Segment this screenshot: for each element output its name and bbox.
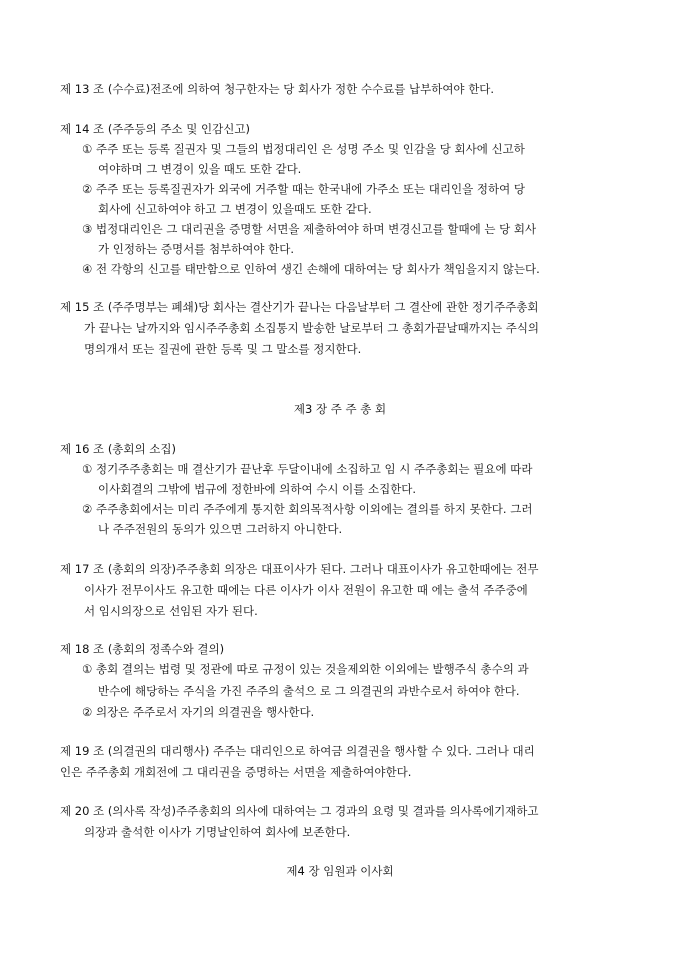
article-14-item-2-cont: 회사에 신고하여야 하고 그 변경이 있을때도 또한 같다.	[98, 202, 372, 216]
article-19: 제 19 조 (의결권의 대리행사) 주주는 대리인으로 하여금 의결권을 행사할 수 있다. 그러나 대리	[60, 744, 535, 758]
article-16-item-1: ① 정기주주총회는 매 결산기가 끝난후 두달이내에 소집하고 임 시 주주총회는 필요에 따라	[82, 462, 533, 476]
article-13: 제 13 조 (수수료)전조에 의하여 청구한자는 당 회사가 정한 수수료를 납부하여야 한다.	[60, 82, 495, 96]
article-14-item-1-cont: 여야하며 그 변경이 있을 때도 또한 같다.	[98, 162, 302, 176]
article-20-cont: 의장과 출석한 이사가 기명날인하여 회사에 보존한다.	[84, 825, 351, 839]
article-16-item-2: ② 주주총회에서는 미리 주주에게 통지한 회의목적사항 이외에는 결의를 하지 못한다. 그러	[82, 502, 533, 516]
article-14-item-2: ② 주주 또는 등록질권자가 외국에 거주할 때는 한국내에 가주소 또는 대리인을 정하여 당	[82, 182, 525, 196]
article-17-cont-1: 이사가 전무이사도 유고한 때에는 다른 이사가 이사 전원이 유고한 때 에는 출석 주주중에	[84, 583, 528, 597]
article-16-heading: 제 16 조 (총회의 소집)	[60, 442, 176, 456]
article-18-item-2: ② 의장은 주주로서 자기의 의결권을 행사한다.	[82, 705, 315, 719]
article-14-item-4: ④ 전 각항의 신고를 태만함으로 인하여 생긴 손해에 대하여는 당 회사가 책임을지지 않는다.	[82, 262, 540, 276]
article-19-cont: 인은 주주총회 개회전에 그 대리권을 증명하는 서면을 제출하여야한다.	[60, 765, 412, 779]
chapter-4-heading: 제4 장 임원과 이사회	[286, 864, 394, 878]
article-14-item-3: ③ 법정대리인은 그 대리권을 증명할 서면을 제출하여야 하며 변경신고를 할때에 는 당 회사	[82, 222, 537, 236]
article-20: 제 20 조 (의사록 작성)주주총회의 의사에 대하여는 그 경과의 요령 및 결과를 의사록에기재하고	[60, 804, 539, 818]
article-15-cont-2: 명의개서 또는 질권에 관한 등록 및 그 말소를 정지한다.	[84, 342, 362, 356]
article-17-cont-2: 서 임시의장으로 선임된 자가 된다.	[84, 604, 258, 618]
article-16-item-2-cont: 나 주주전원의 동의가 있으면 그러하지 아니한다.	[98, 522, 343, 536]
article-18-item-1: ① 총회 결의는 법령 및 정관에 따로 규정이 있는 것을제외한 이외에는 발행주식 총수의 과	[82, 662, 529, 676]
article-14-item-1: ① 주주 또는 등록 질권자 및 그들의 법정대리인 은 성명 주소 및 인감을 당 회사에 신고하	[82, 142, 525, 156]
article-18-heading: 제 18 조 (총회의 정족수와 결의)	[60, 642, 225, 656]
chapter-3-heading: 제3 장 주 주 총 회	[293, 402, 387, 416]
article-18-item-1-cont: 반수에 해당하는 주식을 가진 주주의 출석으 로 그 의결권의 과반수로서 하여야 한다.	[98, 684, 520, 698]
article-15-cont-1: 가 끝나는 날까지와 임시주주총회 소집통지 발송한 날로부터 그 총회가끝날때까지는 주식의	[84, 321, 540, 335]
article-14-item-3-cont: 가 인정하는 증명서를 첨부하여야 한다.	[98, 242, 295, 256]
article-16-item-1-cont: 이사회결의 그밖에 법규에 정한바에 의하여 수시 이를 소집한다.	[98, 482, 417, 496]
article-17: 제 17 조 (총회의 의장)주주총회 의장은 대표이사가 된다. 그러나 대표이사가 유고한때에는 전무	[60, 562, 539, 576]
article-15: 제 15 조 (주주명부는 폐쇄)당 회사는 결산기가 끝나는 다음날부터 그 결산에 관한 정기주주총회	[60, 300, 539, 314]
article-14-heading: 제 14 조 (주주등의 주소 및 인감신고)	[60, 122, 250, 136]
